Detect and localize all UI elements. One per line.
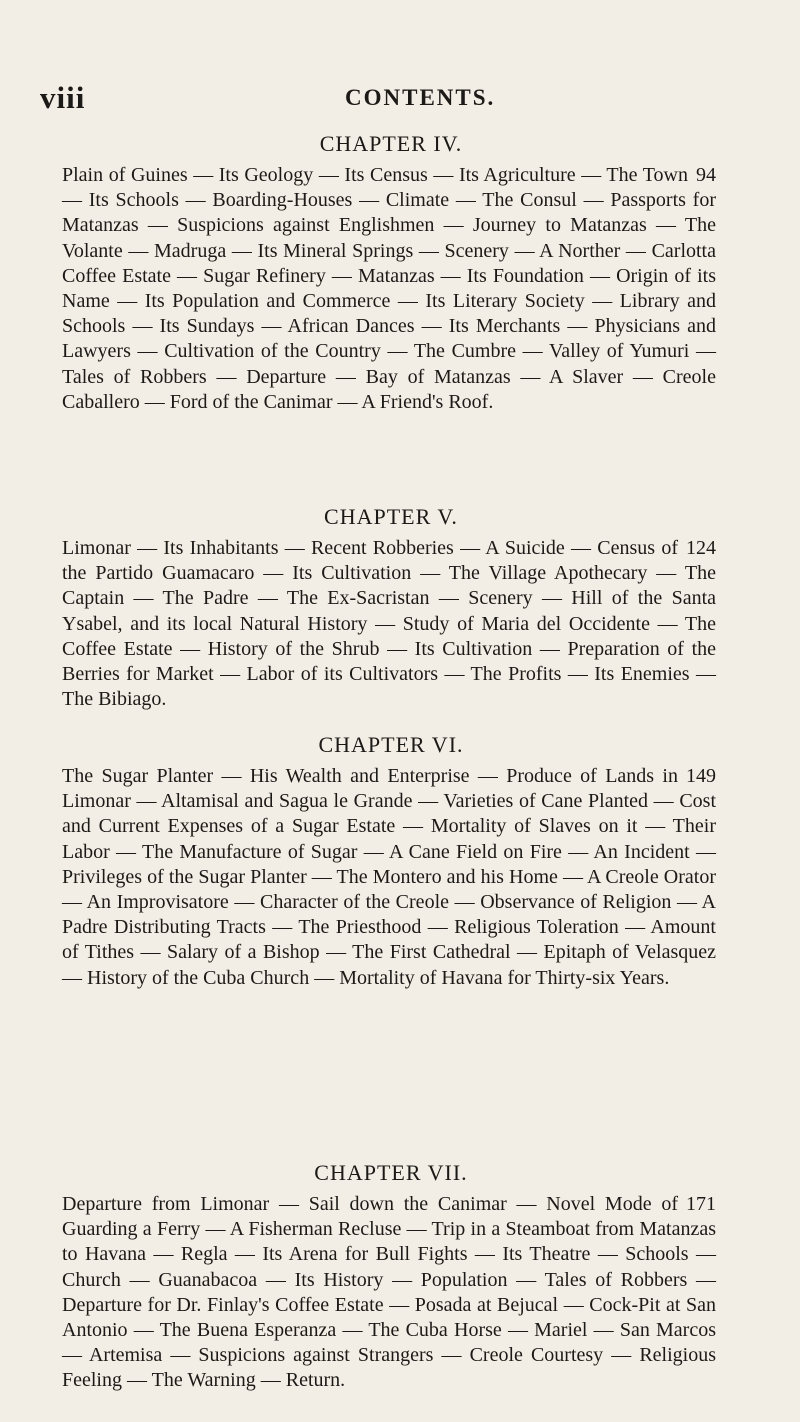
chapter-entry	[62, 504, 716, 712]
chapter-summary	[62, 764, 716, 991]
chapter-page-number: 171	[686, 1193, 716, 1215]
chapter-page-number: 149	[686, 765, 716, 787]
chapter-summary-text: The Sugar Planter — His Wealth and Enterprise — Produce of Lands in Limonar — Altamisal and Sagua le Grande — Varieties of Cane Planted — Cost and Current Expenses of a Sugar Estate — Mortality of Slaves on it — Their Labor — The Manufacture of Sugar — A Cane Field on Fire — An Incident — Privileges of the Sugar Planter — The Montero and his Home — A Creole Orator — An Improvisatore — Character of the Creole — Observance of Religion — A Padre Distributing Tracts — The Priesthood — Religious Toleration — Amount of Tithes — Salary of a Bishop — The First Cathedral — Epitaph of Velasquez — History of the Cuba Church — Mortality of Havana for Thirty-six Years.	[62, 765, 716, 989]
chapter-title: CHAPTER VI.	[318, 732, 464, 757]
chapter-title: CHAPTER IV.	[319, 131, 463, 156]
chapter-summary	[62, 536, 716, 712]
chapter-summary-text: Departure from Limonar — Sail down the Canimar — Novel Mode of Guarding a Ferry — A Fisherman Recluse — Trip in a Steamboat from Matanzas to Havana — Regla — Its Arena for Bull Fights — Its Theatre — Schools — Church — Guanabacoa — Its History — Population — Tales of Robbers — Departure for Dr. Finlay's Coffee Estate — Posada at Bejucal — Cock-Pit at San Antonio — The Buena Esperanza — The Cuba Horse — Mariel — San Marcos — Artemisa — Suspicions against Strangers — Creole Courtesy — Religious Feeling — The Warning — Return.	[62, 1193, 716, 1392]
chapter-page-number: 124	[686, 537, 716, 559]
running-head-title: CONTENTS.	[345, 85, 496, 110]
chapter-entry	[62, 732, 716, 991]
page-number: viii	[40, 80, 86, 115]
chapter-title: CHAPTER VII.	[314, 1160, 468, 1185]
chapter-summary	[62, 163, 716, 415]
chapter-entry	[62, 1160, 716, 1394]
chapter-summary-text: Limonar — Its Inhabitants — Recent Robberies — A Suicide — Census of the Partido Guamacaro — Its Cultivation — The Village Apothecary — The Captain — The Padre — The Ex-Sacristan — Scenery — Hill of the Santa Ysabel, and its local Natural History — Study of Maria del Occidente — The Coffee Estate — History of the Shrub — Its Cultivation — Preparation of the Berries for Market — Labor of its Cultivators — The Profits — Its Enemies — The Bibiago.	[62, 537, 716, 711]
running-head	[40, 80, 760, 120]
chapter-summary	[62, 1192, 716, 1394]
chapter-summary-text: Plain of Guines — Its Geology — Its Census — Its Agriculture — The Town — Its Schools — Boarding-Houses — Climate — The Consul — Passports for Matanzas — Suspicions against Englishmen — Journey to Matanzas — The Volante — Madruga — Its Mineral Springs — Scenery — A Norther — Carlotta Coffee Estate — Sugar Refinery — Matanzas — Its Foundation — Origin of its Name — Its Population and Commerce — Its Literary Society — Library and Schools — Its Sundays — African Dances — Its Merchants — Physicians and Lawyers — Cultivation of the Country — The Cumbre — Valley of Yumuri — Tales of Robbers — Departure — Bay of Matanzas — A Slaver — Creole Caballero — Ford of the Canimar — A Friend's Roof.	[62, 164, 716, 413]
chapter-page-number: 94	[696, 164, 716, 186]
chapter-entry	[62, 131, 716, 415]
chapter-title: CHAPTER V.	[324, 504, 458, 529]
